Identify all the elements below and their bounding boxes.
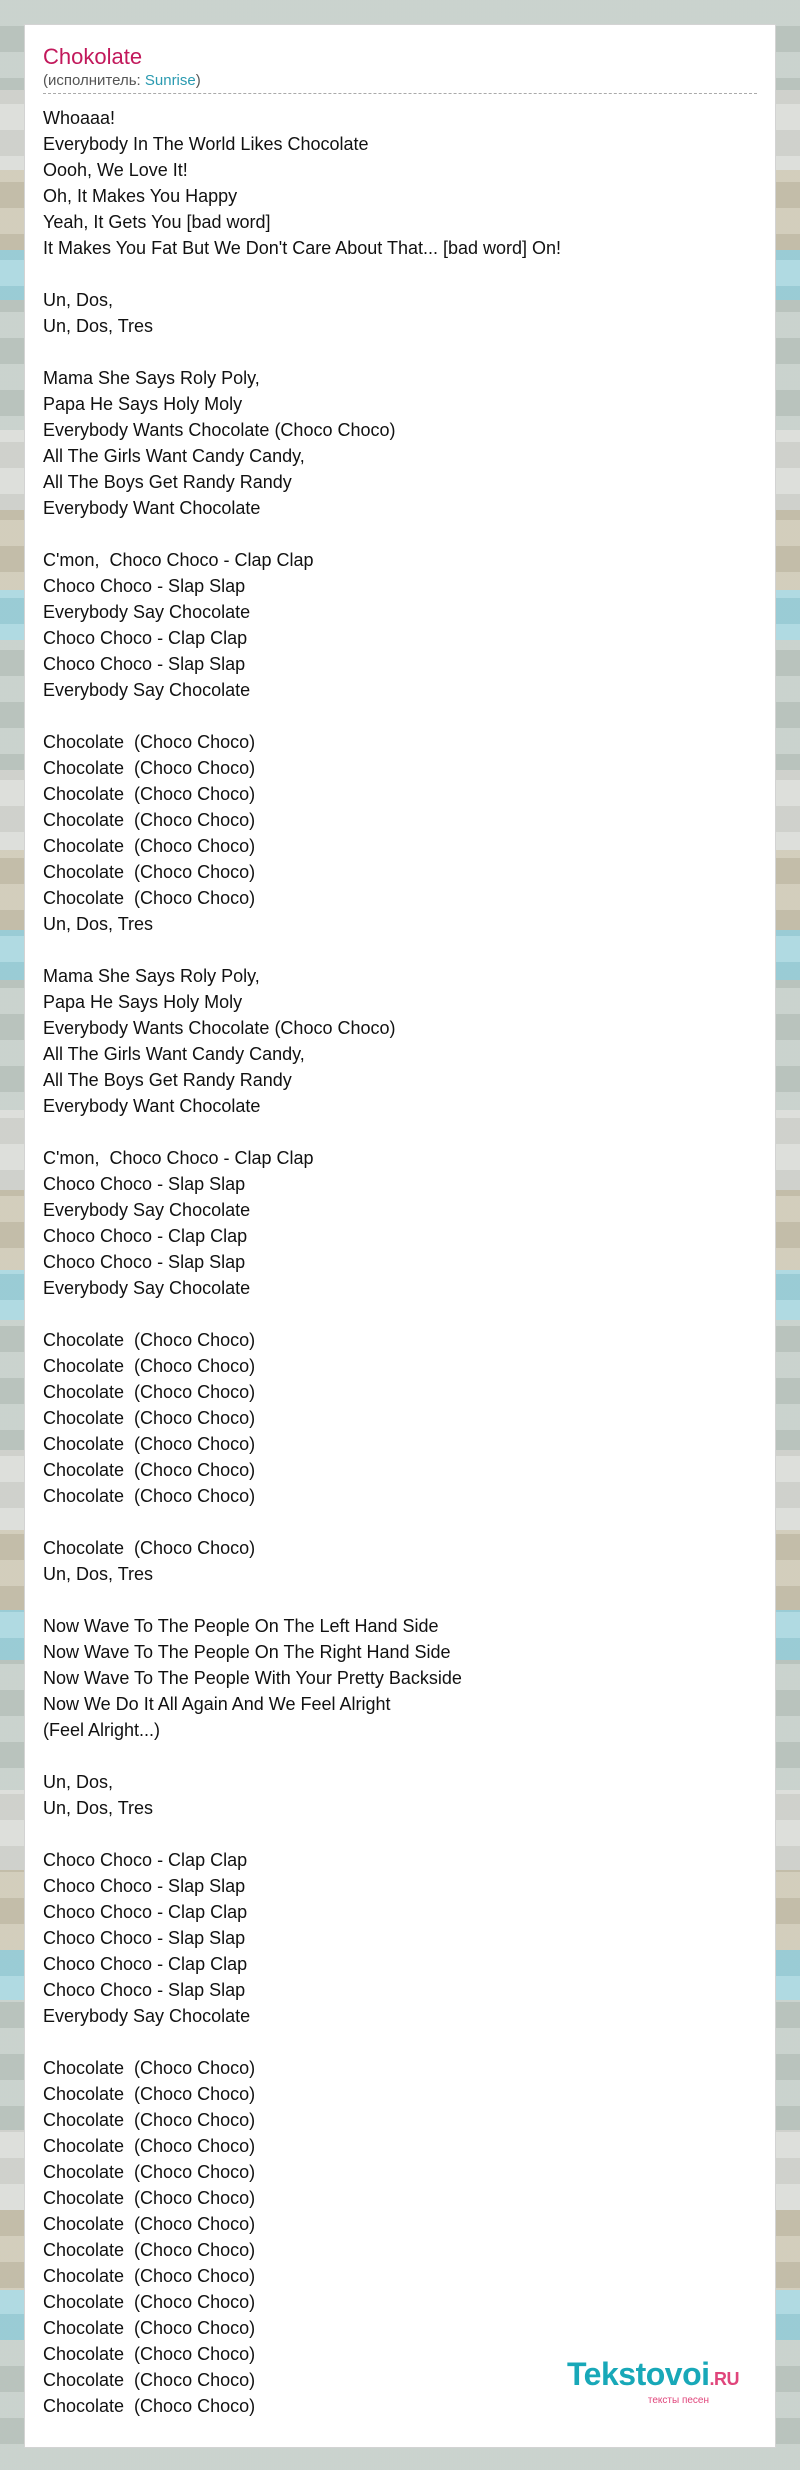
lyric-line: Chocolate (Choco Choco) [43,2084,256,2104]
lyric-line: Chocolate (Choco Choco) [43,1434,256,1454]
artist-line [43,72,201,90]
lyric-line [43,261,743,287]
lyrics-card [24,24,776,2448]
lyric-line: Chocolate (Choco Choco) [43,862,256,882]
lyric-line [43,1119,743,1145]
logo-name: Tekstovoi [567,2356,710,2392]
lyric-line [43,937,743,963]
lyric-line: Un, Dos, [43,1772,114,1792]
lyric-line: Un, Dos, Tres [43,316,154,336]
lyric-line: Chocolate (Choco Choco) [43,2162,256,2182]
lyric-line: Chocolate (Choco Choco) [43,2318,256,2338]
lyrics-text [43,105,743,2419]
logo-wordmark [567,2358,739,2395]
lyric-line: Everybody Want Chocolate [43,1096,261,1116]
lyric-line: Now We Do It All Again And We Feel Alright [43,1694,391,1714]
lyric-line: Papa He Says Holy Moly [43,394,243,414]
lyric-line: C'mon, Choco Choco - Clap Clap [43,550,314,570]
lyric-line: Un, Dos, Tres [43,1564,154,1584]
lyric-line: Everybody Want Chocolate [43,498,261,518]
lyric-line: Everybody Say Chocolate [43,1278,251,1298]
lyric-line: Chocolate (Choco Choco) [43,1460,256,1480]
lyric-line: Choco Choco - Slap Slap [43,1928,246,1948]
lyric-line: Everybody Say Chocolate [43,2006,251,2026]
lyric-line: Yeah, It Gets You [bad word] [43,212,271,232]
artist-suffix: ) [195,72,201,89]
artist-prefix: (исполнитель: [43,72,145,89]
lyric-line: Choco Choco - Clap Clap [43,1850,248,1870]
title-divider [43,93,757,94]
lyric-line: Un, Dos, [43,290,114,310]
lyric-line [43,521,743,547]
lyric-line: Chocolate (Choco Choco) [43,2058,256,2078]
lyric-line: Papa He Says Holy Moly [43,992,243,1012]
song-title: Chokolate [43,44,143,69]
lyric-line: Now Wave To The People On The Left Hand Side [43,1616,439,1636]
lyric-line: Chocolate (Choco Choco) [43,784,256,804]
lyric-line: It Makes You Fat But We Don't Care About That... [bad word] On! [43,238,562,258]
lyric-line: Chocolate (Choco Choco) [43,2110,256,2130]
logo-tagline: тексты песен [647,2395,709,2406]
lyric-line: Chocolate (Choco Choco) [43,2344,256,2364]
lyric-line: C'mon, Choco Choco - Clap Clap [43,1148,314,1168]
lyric-line: Chocolate (Choco Choco) [43,810,256,830]
lyric-line: Oh, It Makes You Happy [43,186,238,206]
lyric-line: Chocolate (Choco Choco) [43,758,256,778]
lyric-line: Choco Choco - Slap Slap [43,654,246,674]
lyric-line: Everybody Wants Chocolate (Choco Choco) [43,420,396,440]
lyric-line: Now Wave To The People On The Right Hand Side [43,1642,451,1662]
lyric-line: Chocolate (Choco Choco) [43,2214,256,2234]
site-logo[interactable] [567,2358,739,2407]
lyric-line: Chocolate (Choco Choco) [43,2292,256,2312]
lyric-line: Chocolate (Choco Choco) [43,836,256,856]
lyric-line: Choco Choco - Slap Slap [43,1174,246,1194]
lyric-line: Un, Dos, Tres [43,914,154,934]
lyric-line: Now Wave To The People With Your Pretty Backside [43,1668,462,1688]
lyric-line: Chocolate (Choco Choco) [43,2188,256,2208]
lyric-line: Chocolate (Choco Choco) [43,1330,256,1350]
lyric-line: Chocolate (Choco Choco) [43,2240,256,2260]
lyric-line: Chocolate (Choco Choco) [43,2266,256,2286]
lyric-line: Chocolate (Choco Choco) [43,2136,256,2156]
lyric-line [43,1301,743,1327]
lyric-line: Chocolate (Choco Choco) [43,888,256,908]
lyric-line: Chocolate (Choco Choco) [43,2370,256,2390]
lyric-line: Chocolate (Choco Choco) [43,1538,256,1558]
lyric-line: Chocolate (Choco Choco) [43,1408,256,1428]
lyric-line: Oooh, We Love It! [43,160,188,180]
lyric-line: Choco Choco - Clap Clap [43,1954,248,1974]
lyric-line: Chocolate (Choco Choco) [43,1382,256,1402]
lyric-line: Choco Choco - Slap Slap [43,576,246,596]
lyric-line: Chocolate (Choco Choco) [43,1356,256,1376]
lyric-line: Choco Choco - Slap Slap [43,1980,246,2000]
lyric-line: Choco Choco - Clap Clap [43,1226,248,1246]
lyric-line: All The Girls Want Candy Candy, [43,446,305,466]
lyric-line [43,1587,743,1613]
lyric-line [43,1821,743,1847]
lyric-line: All The Boys Get Randy Randy [43,472,292,492]
lyric-line: All The Boys Get Randy Randy [43,1070,292,1090]
lyric-line [43,1509,743,1535]
lyric-line: Mama She Says Roly Poly, [43,368,260,388]
lyric-line: Choco Choco - Slap Slap [43,1876,246,1896]
lyric-line: Whoaaa! [43,108,116,128]
lyric-line: Everybody Wants Chocolate (Choco Choco) [43,1018,396,1038]
lyric-line [43,339,743,365]
lyric-line: Mama She Says Roly Poly, [43,966,260,986]
lyric-line: Chocolate (Choco Choco) [43,1486,256,1506]
lyric-line: Everybody Say Chocolate [43,680,251,700]
lyric-line: All The Girls Want Candy Candy, [43,1044,305,1064]
lyric-line: Un, Dos, Tres [43,1798,154,1818]
lyric-line [43,1743,743,1769]
lyric-line: Choco Choco - Clap Clap [43,628,248,648]
lyric-line: Choco Choco - Clap Clap [43,1902,248,1922]
lyric-line: Everybody Say Chocolate [43,602,251,622]
lyric-line: Choco Choco - Slap Slap [43,1252,246,1272]
artist-link[interactable]: Sunrise [144,72,196,89]
lyric-line [43,703,743,729]
lyric-line [43,2029,743,2055]
lyric-line: Chocolate (Choco Choco) [43,2396,256,2416]
lyric-line: Chocolate (Choco Choco) [43,732,256,752]
logo-tld: .RU [709,2369,739,2389]
lyric-line: Everybody In The World Likes Chocolate [43,134,369,154]
lyric-line: (Feel Alright...) [43,1720,161,1740]
lyric-line: Everybody Say Chocolate [43,1200,251,1220]
